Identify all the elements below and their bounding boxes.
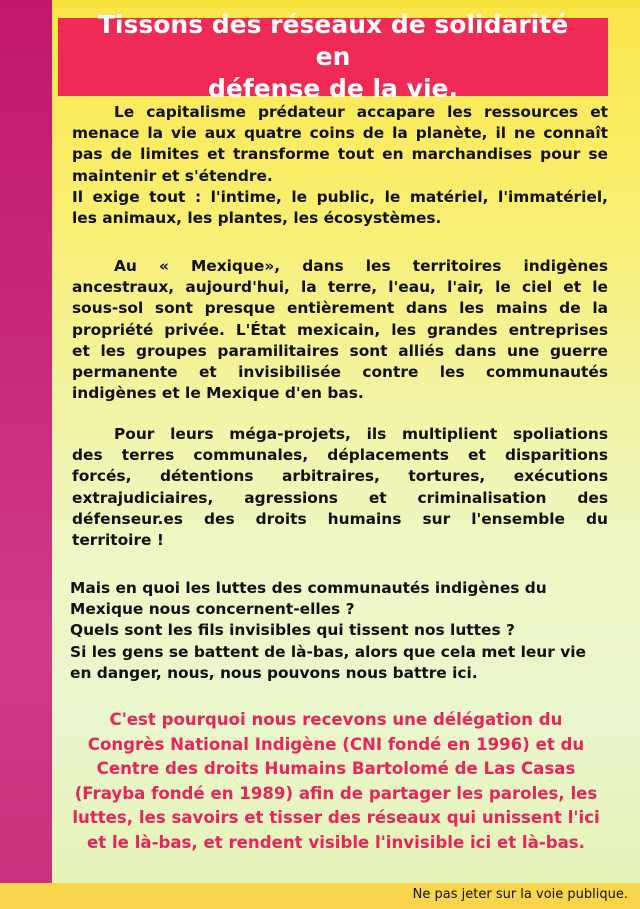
title-line-1: Tissons des réseaux de solidarité en xyxy=(97,10,569,71)
magenta-side-bar xyxy=(0,0,52,909)
paragraph-mega-projets xyxy=(72,424,608,551)
announcement-line-4: (Frayba fondé en 1989) afin de partager les paroles, les xyxy=(74,783,598,803)
announcement-line-3: Centre des droits Humains Bartolomé de Las Casas xyxy=(96,759,576,779)
paragraph-3-line-4: extrajudiciaires, agressions et criminalisation des xyxy=(72,488,608,507)
paragraph-3-line-3: forcés, détentions arbitraires, tortures, exécutions xyxy=(72,467,608,486)
paragraph-3-line-2: des terres communales, déplacements et disparitions xyxy=(72,446,608,465)
paragraph-capitalisme xyxy=(72,102,608,229)
paragraph-1-line-1: Le capitalisme prédateur accapare les ressources et xyxy=(114,103,608,121)
question-line-5: en danger, nous, nous pouvons nous battre ici. xyxy=(70,663,478,682)
footer-notice: Ne pas jeter sur la voie publique. xyxy=(412,887,628,902)
title-line-2: défense de la vie. xyxy=(207,74,459,103)
announcement-line-6: et le là-bas, et rendent visible l'invisible ici et là-bas. xyxy=(87,832,585,852)
question-line-4: Si les gens se battent de là-bas, alors que cela met leur vie xyxy=(70,642,586,661)
question-line-3: Quels sont les fils invisibles qui tissent nos luttes ? xyxy=(70,621,515,640)
question-line-1: Mais en quoi les luttes des communautés indigènes du xyxy=(70,579,547,597)
paragraph-1-line-4: maintenir et s'étendre. xyxy=(72,166,273,185)
paragraph-2-line-3: sous-sol sont presque entièrement dans les mains de la xyxy=(72,299,608,318)
paragraph-1-line-6: les animaux, les plantes, les écosystèmes. xyxy=(72,209,442,228)
paragraph-3-line-1: Pour leurs méga-projets, ils multiplient spoliations xyxy=(114,425,608,443)
delegation-announcement xyxy=(58,708,614,856)
paragraph-2-line-6: permanente et invisibilisée contre les communautés xyxy=(72,363,608,382)
announcement-line-2: Congrès National Indigène (CNI fondé en 1996) et du xyxy=(87,734,585,754)
page-title xyxy=(78,9,588,105)
paragraph-2-line-5: et les groupes paramilitaires sont alliés dans une guerre xyxy=(72,341,608,360)
question-line-2: Mexique nous concernent-elles ? xyxy=(70,600,355,619)
paragraph-2-line-7: indigènes et le Mexique d'en bas. xyxy=(72,384,364,403)
paragraph-2-line-1: Au « Mexique», dans les territoires indigènes xyxy=(114,257,608,275)
title-banner xyxy=(58,10,608,103)
paragraph-3-line-5: défenseur.es des droits humains sur l'ensemble du xyxy=(72,509,608,528)
top-yellow-strip xyxy=(52,0,640,8)
paragraph-mexique xyxy=(72,256,608,404)
announcement-line-1: C'est pourquoi nous recevons une délégation du xyxy=(109,710,563,729)
paragraph-3-line-6: territoire ! xyxy=(72,531,164,550)
paragraph-1-line-3: pas de limites et transforme tout en marchandises pour se xyxy=(72,145,608,164)
questions-block xyxy=(70,578,610,684)
paragraph-1-line-5: Il exige tout : l'intime, le public, le matériel, l'immatériel, xyxy=(72,187,608,206)
announcement-line-5: luttes, les savoirs et tisser des réseaux qui unissent l'ici xyxy=(72,808,600,828)
paragraph-1-line-2: menace la vie aux quatre coins de la planète, il ne connaît xyxy=(72,124,608,143)
paragraph-2-line-2: ancestraux, aujourd'hui, la terre, l'eau, l'air, le ciel et le xyxy=(72,278,608,297)
paragraph-2-line-4: propriété privée. L'État mexicain, les grandes entreprises xyxy=(72,320,608,339)
